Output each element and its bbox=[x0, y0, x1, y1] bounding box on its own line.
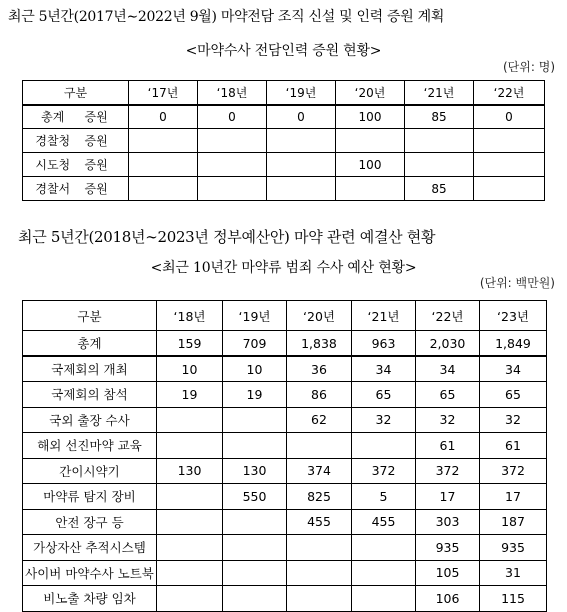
table-cell: 17 bbox=[416, 484, 480, 510]
table-cell: 106 bbox=[416, 586, 480, 612]
table-cell bbox=[223, 433, 287, 459]
table-cell: 100 bbox=[336, 105, 405, 129]
table-cell bbox=[405, 153, 474, 177]
table-cell: 65 bbox=[416, 382, 480, 408]
table-row bbox=[23, 129, 545, 153]
row-sublabel: 증원 bbox=[83, 129, 129, 153]
table-cell bbox=[223, 535, 287, 561]
row-label: 경찰청 bbox=[23, 129, 83, 153]
row-sublabel: 증원 bbox=[83, 153, 129, 177]
section1-unit: (단위: 명) bbox=[503, 60, 555, 74]
table-cell: 19 bbox=[223, 382, 287, 408]
table-cell: 10 bbox=[157, 356, 223, 382]
table-cell: 34 bbox=[480, 356, 547, 382]
table-cell: 455 bbox=[287, 509, 352, 535]
table-cell: 825 bbox=[287, 484, 352, 510]
table-header-row bbox=[23, 301, 547, 331]
table-cell bbox=[352, 586, 416, 612]
row-label: 국제회의 개최 bbox=[23, 356, 157, 382]
table-cell bbox=[267, 153, 336, 177]
column-header: ‘23년 bbox=[480, 301, 547, 331]
table-cell: 372 bbox=[416, 458, 480, 484]
table-cell: 935 bbox=[416, 535, 480, 561]
row-label: 총계 bbox=[23, 331, 157, 357]
table-cell bbox=[287, 560, 352, 586]
table-cell: 61 bbox=[416, 433, 480, 459]
table-cell bbox=[474, 153, 545, 177]
row-label: 해외 선진마약 교육 bbox=[23, 433, 157, 459]
table-cell: 455 bbox=[352, 509, 416, 535]
table-cell: 372 bbox=[352, 458, 416, 484]
table-cell: 0 bbox=[129, 105, 198, 129]
table-cell: 34 bbox=[352, 356, 416, 382]
table-cell bbox=[223, 509, 287, 535]
table-cell: 709 bbox=[223, 331, 287, 357]
table-row bbox=[23, 433, 547, 459]
table-cell: 5 bbox=[352, 484, 416, 510]
table-cell: 32 bbox=[480, 407, 547, 433]
table-cell: 187 bbox=[480, 509, 547, 535]
table-row bbox=[23, 177, 545, 201]
row-label: 시도청 bbox=[23, 153, 83, 177]
column-header: ‘20년 bbox=[287, 301, 352, 331]
row-label: 총계 bbox=[23, 105, 83, 129]
section2-unit: (단위: 백만원) bbox=[479, 276, 555, 290]
table-cell: 85 bbox=[405, 105, 474, 129]
table-row bbox=[23, 153, 545, 177]
table-cell bbox=[287, 433, 352, 459]
table-cell bbox=[474, 177, 545, 201]
table-cell: 32 bbox=[416, 407, 480, 433]
table-cell: 550 bbox=[223, 484, 287, 510]
column-header: ‘22년 bbox=[416, 301, 480, 331]
table-row bbox=[23, 484, 547, 510]
section1-title: 최근 5년간(2017년∼2022년 9월) 마약전담 조직 신설 및 인력 증원 계획 bbox=[8, 9, 445, 25]
table-cell: 1,849 bbox=[480, 331, 547, 357]
row-label: 국제회의 참석 bbox=[23, 382, 157, 408]
table-cell: 36 bbox=[287, 356, 352, 382]
table-cell: 34 bbox=[416, 356, 480, 382]
table-cell: 115 bbox=[480, 586, 547, 612]
table-cell bbox=[129, 153, 198, 177]
table-row bbox=[23, 407, 547, 433]
table-row bbox=[23, 458, 547, 484]
column-header: ‘22년 bbox=[474, 81, 545, 105]
table-cell: 0 bbox=[198, 105, 267, 129]
row-label: 안전 장구 등 bbox=[23, 509, 157, 535]
row-sublabel: 증원 bbox=[83, 177, 129, 201]
table-cell: 62 bbox=[287, 407, 352, 433]
row-sublabel: 증원 bbox=[83, 105, 129, 129]
column-header: 구분 bbox=[23, 81, 129, 105]
table-cell bbox=[129, 177, 198, 201]
column-header: ‘20년 bbox=[336, 81, 405, 105]
column-header: ‘21년 bbox=[405, 81, 474, 105]
table-cell bbox=[223, 560, 287, 586]
table-cell bbox=[157, 509, 223, 535]
table-cell: 32 bbox=[352, 407, 416, 433]
table-row bbox=[23, 509, 547, 535]
table-cell: 130 bbox=[157, 458, 223, 484]
table-cell: 303 bbox=[416, 509, 480, 535]
table-cell bbox=[267, 177, 336, 201]
row-label: 마약류 탐지 장비 bbox=[23, 484, 157, 510]
column-header: ‘18년 bbox=[157, 301, 223, 331]
row-label: 간이시약기 bbox=[23, 458, 157, 484]
row-label: 사이버 마약수사 노트북 bbox=[23, 560, 157, 586]
total-row bbox=[23, 331, 547, 357]
row-label: 국외 출장 수사 bbox=[23, 407, 157, 433]
table-cell bbox=[223, 407, 287, 433]
row-label: 가상자산 추적시스템 bbox=[23, 535, 157, 561]
table-cell bbox=[352, 560, 416, 586]
table-cell: 130 bbox=[223, 458, 287, 484]
table-cell bbox=[157, 407, 223, 433]
column-header: ‘17년 bbox=[129, 81, 198, 105]
table-cell bbox=[223, 586, 287, 612]
column-header: ‘18년 bbox=[198, 81, 267, 105]
table-cell: 0 bbox=[267, 105, 336, 129]
table-cell: 374 bbox=[287, 458, 352, 484]
row-label: 비노출 차량 임차 bbox=[23, 586, 157, 612]
table-cell: 17 bbox=[480, 484, 547, 510]
column-header: 구분 bbox=[23, 301, 157, 331]
table-cell: 19 bbox=[157, 382, 223, 408]
table-row bbox=[23, 560, 547, 586]
table-cell bbox=[157, 535, 223, 561]
table-cell bbox=[198, 177, 267, 201]
table-cell bbox=[157, 433, 223, 459]
table-cell: 61 bbox=[480, 433, 547, 459]
table-cell: 65 bbox=[480, 382, 547, 408]
table-cell bbox=[198, 153, 267, 177]
table-cell bbox=[157, 586, 223, 612]
table-cell bbox=[157, 560, 223, 586]
table-cell: 31 bbox=[480, 560, 547, 586]
section2-title: 최근 5년간(2018년∼2023년 정부예산안) 마약 관련 예결산 현황 bbox=[18, 228, 436, 246]
table-cell bbox=[198, 129, 267, 153]
table-header-row bbox=[23, 81, 545, 105]
staff-increase-table bbox=[22, 80, 545, 201]
table-cell bbox=[336, 129, 405, 153]
table-row bbox=[23, 535, 547, 561]
column-header: ‘19년 bbox=[267, 81, 336, 105]
table-row bbox=[23, 586, 547, 612]
table-row bbox=[23, 105, 545, 129]
row-label: 경찰서 bbox=[23, 177, 83, 201]
table-cell: 372 bbox=[480, 458, 547, 484]
table-cell bbox=[287, 535, 352, 561]
column-header: ‘21년 bbox=[352, 301, 416, 331]
table-cell: 1,838 bbox=[287, 331, 352, 357]
table-cell: 0 bbox=[474, 105, 545, 129]
table-cell: 85 bbox=[405, 177, 474, 201]
table-cell bbox=[352, 433, 416, 459]
table-cell bbox=[267, 129, 336, 153]
table-cell: 100 bbox=[336, 153, 405, 177]
table-cell: 86 bbox=[287, 382, 352, 408]
table-cell: 10 bbox=[223, 356, 287, 382]
section2-subtitle: <최근 10년간 마약류 범죄 수사 예산 현황> bbox=[150, 260, 417, 276]
budget-table bbox=[22, 300, 547, 612]
table-row bbox=[23, 382, 547, 408]
table-row bbox=[23, 356, 547, 382]
table-cell bbox=[352, 535, 416, 561]
table-cell: 65 bbox=[352, 382, 416, 408]
table-cell bbox=[129, 129, 198, 153]
table-cell: 963 bbox=[352, 331, 416, 357]
section1-subtitle: <마약수사 전담인력 증원 현황> bbox=[185, 43, 382, 59]
table-cell bbox=[474, 129, 545, 153]
table-cell: 935 bbox=[480, 535, 547, 561]
table-cell bbox=[405, 129, 474, 153]
table-cell: 159 bbox=[157, 331, 223, 357]
column-header: ‘19년 bbox=[223, 301, 287, 331]
table-cell bbox=[287, 586, 352, 612]
table-cell bbox=[157, 484, 223, 510]
table-cell: 2,030 bbox=[416, 331, 480, 357]
table-cell bbox=[336, 177, 405, 201]
table-cell: 105 bbox=[416, 560, 480, 586]
